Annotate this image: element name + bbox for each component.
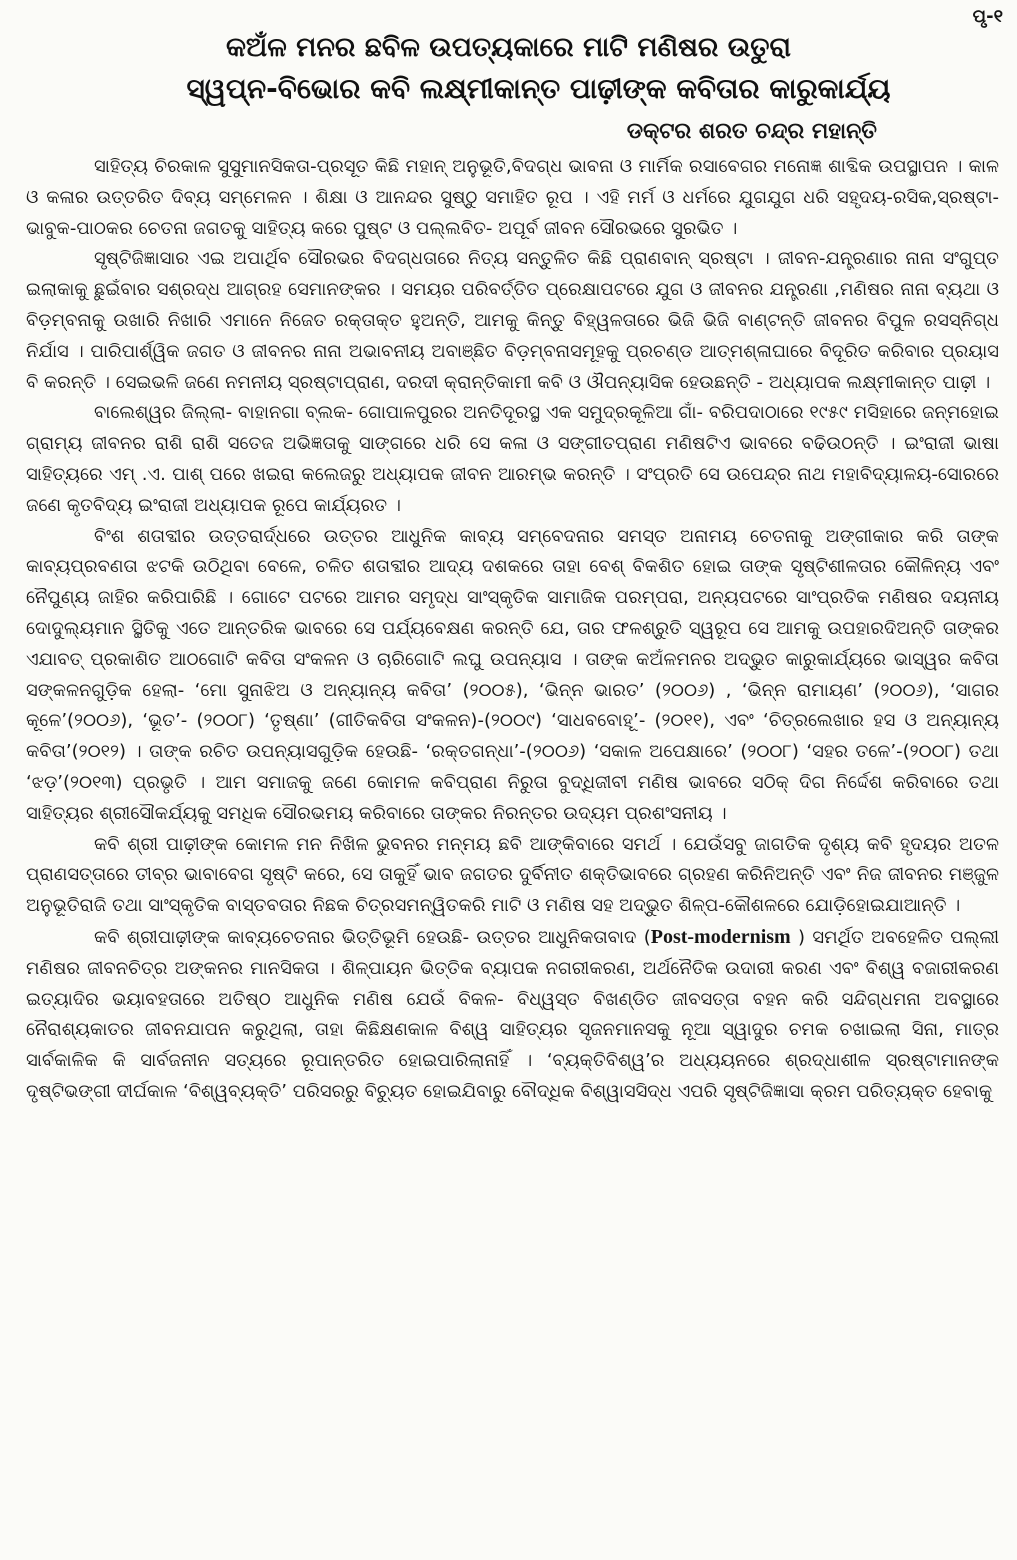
paragraph-3: ବାଲେଶ୍ୱର ଜିଲ୍ଲା- ବାହାନଗା ବ୍ଲକ- ଗୋପାଳପୁରର ଅନତିଦୂରସ୍ଥ ଏକ ସମୁଦ୍ରକୂଳିଆ ଗାଁ- ବରିପଦାଠାରେ ୧୯୫୯ ମସିହାରେ ଜନ୍ମହୋଇ ଗ୍ରାମ୍ୟ ଜୀବନର ରାଶି ରାଶି ସତେଜ ଅଭିଜ୍ଞତାକୁ ସାଙ୍ଗରେ ଧରି ସେ କଳା ଓ ସଙ୍ଗୀତପ୍ରାଣ ମଣିଷଟିଏ ଭାବରେ ବଢିଉଠନ୍ତି । ଇଂରାଜୀ ଭାଷା ସାହିତ୍ୟରେ ଏମ୍ .ଏ. ପାଶ୍ ପରେ ଖଇରା କଲେଜରୁ ଅଧ୍ୟାପକ ଜୀବନ ଆରମ୍ଭ କରନ୍ତି । ସଂପ୍ରତି ସେ ଉପେନ୍ଦ୍ର ନାଥ ମହାବିଦ୍ୟାଳୟ-ସୋରରେ ଜଣେ କୃତବିଦ୍ୟ ଇଂରାଜୀ ଅଧ୍ୟାପକ ରୂପେ କାର୍ଯ୍ୟରତ । <box>26 402 999 516</box>
paragraph-6 <box>26 922 999 1108</box>
page-number: ପୃ-୧ <box>972 6 1003 27</box>
paragraph-6-start: କବି ଶ୍ରୀପାଢ଼ୀଙ୍କ କାବ୍ୟଚେତନାର ଭିତ୍ତିଭୂମି ହେଉଛି- ଉତ୍ତର ଆଧୁନିକତାବାଦ ( <box>94 926 651 948</box>
paragraph-4: ବିଂଶ ଶତାବ୍ଦୀର ଉତ୍ତରାର୍ଦ୍ଧରେ ଉତ୍ତର ଆଧୁନିକ କାବ୍ୟ ସମ୍ବେଦନାର ସମସ୍ତ ଅନାମୟ ଚେତନାକୁ ଅଙ୍ଗୀକାର କରି ତାଙ୍କ କାବ୍ୟପ୍ରବଣତା ଝଟକି ଉଠିଥିବା ବେଳେ, ଚଳିତ ଶତାବ୍ଦୀର ଆଦ୍ୟ ଦଶକରେ ତାହା ବେଶ୍ ବିକଶିତ ହୋଇ ତାଙ୍କ ସୃଷ୍ଟିଶୀଳତାର କୌଳିନ୍ୟ ଏବଂ ନୈପୁଣ୍ୟ ଜାହିର କରିପାରିଛି । ଗୋଟେ ପଟରେ ଆମର ସମୃଦ୍ଧ ସାଂସ୍କୃତିକ ସାମାଜିକ ପରମ୍ପରା, ଅନ୍ୟପଟରେ ସାଂପ୍ରତିକ ମଣିଷର ଦୟନୀୟ ଦୋଦୁଲ୍ୟମାନ ସ୍ଥିତିକୁ ଏତେ ଆନ୍ତରିକ ଭାବରେ ସେ ପର୍ଯ୍ୟବେକ୍ଷଣ କରନ୍ତି ଯେ, ତାର ଫଳଶ୍ରୁତି ସ୍ୱରୂପ ସେ ଆମକୁ ଉପହାରଦିଅନ୍ତି ତାଙ୍କର ଏଯାବତ୍ ପ୍ରକାଶିତ ଆଠଗୋଟି କବିତା ସଂକଳନ ଓ ଚାରିଗୋଟି ଲଘୁ ଉପନ୍ୟାସ । ତାଙ୍କ କଅଁଳମନର ଅଦ୍ଭୁତ କାରୁକାର୍ଯ୍ୟରେ ଭାସ୍ୱର କବିତା ସଙ୍କଳନଗୁଡ଼ିକ ହେଲା- ‘ମୋ ସୁନାଝିଅ ଓ ଅନ୍ୟାନ୍ୟ କବିତା’ (୨୦୦୫), ‘ଭିନ୍ନ ଭାରତ’ (୨୦୦୬) , ‘ଭିନ୍ନ ରାମାୟଣ’ (୨୦୦୬), ‘ସାଗର କୂଳେ’(୨୦୦୬), ‘ଭୂତ’- (୨୦୦୮) ‘ତୃଷ୍ଣା’ (ଗୀତିକବିତା ସଂକଳନ)-(୨୦୦୯) ‘ସାଧବବୋହୂ’- (୨୦୧୧), ଏବଂ ‘ଚିତ୍ରଲେଖାର ହସ ଓ ଅନ୍ୟାନ୍ୟ କବିତା’(୨୦୧୨) । ତାଙ୍କ ରଚିତ ଉପନ୍ୟାସଗୁଡ଼ିକ ହେଉଛି- ‘ରକ୍ତଗନ୍ଧା’-(୨୦୦୬) ‘ସକାଳ ଅପେକ୍ଷାରେ’ (୨୦୦୮) ‘ସହର ତଳେ’-(୨୦୦୮) ତଥା ‘ଝଡ଼’(୨୦୧୩) ପ୍ରଭୃତି । ଆମ ସମାଜକୁ ଜଣେ କୋମଳ କବିପ୍ରାଣ ନିରୁତା ବୁଦ୍ଧିଜୀବୀ ମଣିଷ ଭାବରେ ସଠିକ୍ ଦିଗ ନିର୍ଦ୍ଦେଶ କରିବାରେ ତଥା ସାହିତ୍ୟର ଶ୍ରୀସୌକର୍ଯ୍ୟକୁ ସମଧିକ ସୌରଭମୟ କରିବାରେ ତାଙ୍କର ନିରନ୍ତର ଉଦ୍ୟମ ପ୍ରଶଂସନୀୟ । <box>26 525 999 824</box>
paragraph-6-rest: ) ସମର୍ଥିତ ଅବହେଳିତ ପଲ୍ଲୀ ମଣିଷର ଜୀବନଚିତ୍ର ଅଙ୍କନର ମାନସିକତା । ଶିଳ୍ପାୟନ ଭିତ୍ତିକ ବ୍ୟାପକ ନଗରୀକରଣ, ଅର୍ଥନୈତିକ ଉଦାରୀ କରଣ ଏବଂ ବିଶ୍ୱ ବଜାରୀକରଣ ଇତ୍ୟାଦିର ଭୟାବହତାରେ ଅତିଷ୍ଠ ଆଧୁନିକ ମଣିଷ ଯେଉଁ ବିକଳ- ବିଧ୍ୱସ୍ତ ବିଖଣ୍ଡିତ ଜୀବସତ୍ତା ବହନ କରି ସନ୍ଦିଗ୍ଧମନା ଅବସ୍ଥାରେ ନୈରାଶ୍ୟକାତର ଜୀବନଯାପନ କରୁଥିଲା, ତାହା କିଛିକ୍ଷଣକାଳ ବିଶ୍ୱ ସାହିତ୍ୟର ସୃଜନମାନସକୁ ନୂଆ ସ୍ୱାଦୁର ଚମକ ଚଖାଇଲା ସିନା, ମାତ୍ର ସାର୍ବକାଳିକ କି ସାର୍ବଜନୀନ ସତ୍ୟରେ ରୂପାନ୍ତରିତ ହୋଇପାରିଲାନାହିଁ । ‘ବ୍ୟକ୍ତିବିଶ୍ୱ’ର ଅଧ୍ୟୟନରେ ଶ୍ରଦ୍ଧାଶୀଳ ସ୍ରଷ୍ଟାମାନଙ୍କ ଦୃଷ୍ଟିଭଙ୍ଗୀ ଦୀର୍ଘକାଳ ‘ବିଶ୍ୱବ୍ୟକ୍ତି’ ପରିସରରୁ ବିଚ୍ୟୁତ ହୋଇଯିବାରୁ ବୌଦ୍ଧିକ ବିଶ୍ୱାସସିଦ୍ଧ ଏପରି ସୃଷ୍ଟିଜିଜ୍ଞାସା କ୍ରମ ପରିତ୍ୟକ୍ତ ହେବାକୁ <box>26 926 999 1102</box>
author-name: ଡକ୍ଟର ଶରତ ଚନ୍ଦ୍ର ମହାନ୍ତି <box>626 119 877 144</box>
title-line-2: ସ୍ୱପ୍ନ-ବିଭୋର କବି ଲକ୍ଷ୍ମୀକାନ୍ତ ପାଢ଼ୀଙ୍କ କବିତାର କାରୁକାର୍ଯ୍ୟ <box>186 72 891 105</box>
article-body <box>0 152 1017 1108</box>
paragraph-5: କବି ଶ୍ରୀ ପାଢ଼ୀଙ୍କ କୋମଳ ମନ ନିଖିଳ ଭୁବନର ମନ୍ମୟ ଛବି ଆଙ୍କିବାରେ ସମର୍ଥ । ଯେଉଁସବୁ ଜାଗତିକ ଦୃଶ୍ୟ କବି ହୃଦୟର ଅତଳ ପ୍ରାଣସତ୍ତାରେ ତୀବ୍ର ଭାବାବେଗ ସୃଷ୍ଟି କରେ, ସେ ତାକୁହିଁ ଭାବ ଜଗତର ଦୁର୍ବିନୀତ ଶକ୍ତିଭାବରେ ଗ୍ରହଣ କରିନିଅନ୍ତି ଏବଂ ନିଜ ଜୀବନର ମଞ୍ଜୁଳ ଅନୁଭୂତିରାଜି ତଥା ସାଂସ୍କୃତିକ ବାସ୍ତବତାର ନିଛକ ଚିତ୍ରସମନ୍ୱିତକରି ମାଟି ଓ ମଣିଷ ସହ ଅଦ୍ଭୁତ ଶିଳ୍ପ-କୌଶଳରେ ଯୋଡ଼ିହୋଇଯାଆନ୍ତି । <box>26 833 999 917</box>
title-line-1: କଅଁଳ ମନର ଛବିଳ ଉପତ୍ୟକାରେ ମାଟି ମଣିଷର ଉତୁରା <box>225 32 792 63</box>
postmodernism-term: Post-modernism <box>650 925 791 948</box>
paragraph-1: ସାହିତ୍ୟ ଚିରକାଳ ସୁସୁମାନସିକତା-ପ୍ରସୂତ କିଛି ମହାନ୍ ଅନୁଭୂତି,ବିଦଗ୍ଧ ଭାବନା ଓ ମାର୍ମିକ ରସାବେଗର ମନୋଜ୍ଞ ଶାବ୍ଦିକ ଉପସ୍ଥାପନ । କାଳ ଓ କଳାର ଉତ୍ତରିତ ଦିବ୍ୟ ସମ୍ମେଳନ । ଶିକ୍ଷା ଓ ଆନନ୍ଦର ସୁଷ୍ଠୁ ସମାହିତ ରୂପ । ଏହି ମର୍ମ ଓ ଧର୍ମରେ ଯୁଗଯୁଗ ଧରି ସହୃଦୟ-ରସିକ,ସ୍ରଷ୍ଟା-ଭାବୁକ-ପାଠକର ଚେତନା ଜଗତକୁ ସାହିତ୍ୟ କରେ ପୁଷ୍ଟ ଓ ପଲ୍ଲବିତ- ଅପୂର୍ବ ଜୀବନ ସୌରଭରେ ସୁରଭିତ । <box>26 156 999 239</box>
paragraph-2: ସୃଷ୍ଟିଜିଜ୍ଞାସାର ଏଇ ଅପାର୍ଥିବ ସୌରଭର ବିଦଗ୍ଧତାରେ ନିତ୍ୟ ସନ୍ତୁଳିତ କିଛି ପ୍ରାଣବାନ୍ ସ୍ରଷ୍ଟା । ଜୀବନ-ଯନ୍ତ୍ରଣାର ନାନା ସଂଗୁପ୍ତ ଇଲାକାକୁ ଛୁଇଁବାର ସଶ୍ରଦ୍ଧ ଆଗ୍ରହ ସେମାନଙ୍କର । ସମୟର ପରିବର୍ତ୍ତିତ ପ୍ରେକ୍ଷାପଟରେ ଯୁଗ ଓ ଜୀବନର ଯନ୍ତ୍ରଣା ,ମଣିଷର ନାନା ବ୍ୟଥା ଓ ବିଡ଼ମ୍ବନାକୁ ଉଖାରି ନିଖାରି ଏମାନେ ନିଜେତ ରକ୍ତାକ୍ତ ହୁଅନ୍ତି, ଆମକୁ କିନ୍ତୁ ବିହ୍ୱଳତାରେ ଭିଜି ଭିଜି ବାଣ୍ଟନ୍ତି ଜୀବନର ବିପୁଳ ରସସ୍ନିଗ୍ଧ ନିର୍ଯାସ । ପାରିପାର୍ଶ୍ୱିକ ଜଗତ ଓ ଜୀବନର ନାନା ଅଭାବନୀୟ ଅବାଞ୍ଛିତ ବିଡ଼ମ୍ବନାସମୂହକୁ ପ୍ରଚଣ୍ଡ ଆତ୍ମଶ୍ଳାଘାରେ ବିଦୂରିତ କରିବାର ପ୍ରୟାସ ବି କରନ୍ତି । ସେଇଭଳି ଜଣେ ନମନୀୟ ସ୍ରଷ୍ଟାପ୍ରାଣ, ଦରଦୀ କ୍ରାନ୍ତିକାମୀ କବି ଓ ଔପନ୍ୟାସିକ ହେଉଛନ୍ତି - ଅଧ୍ୟାପକ ଲକ୍ଷ୍ମୀକାନ୍ତ ପାଢ଼ୀ । <box>26 248 999 393</box>
